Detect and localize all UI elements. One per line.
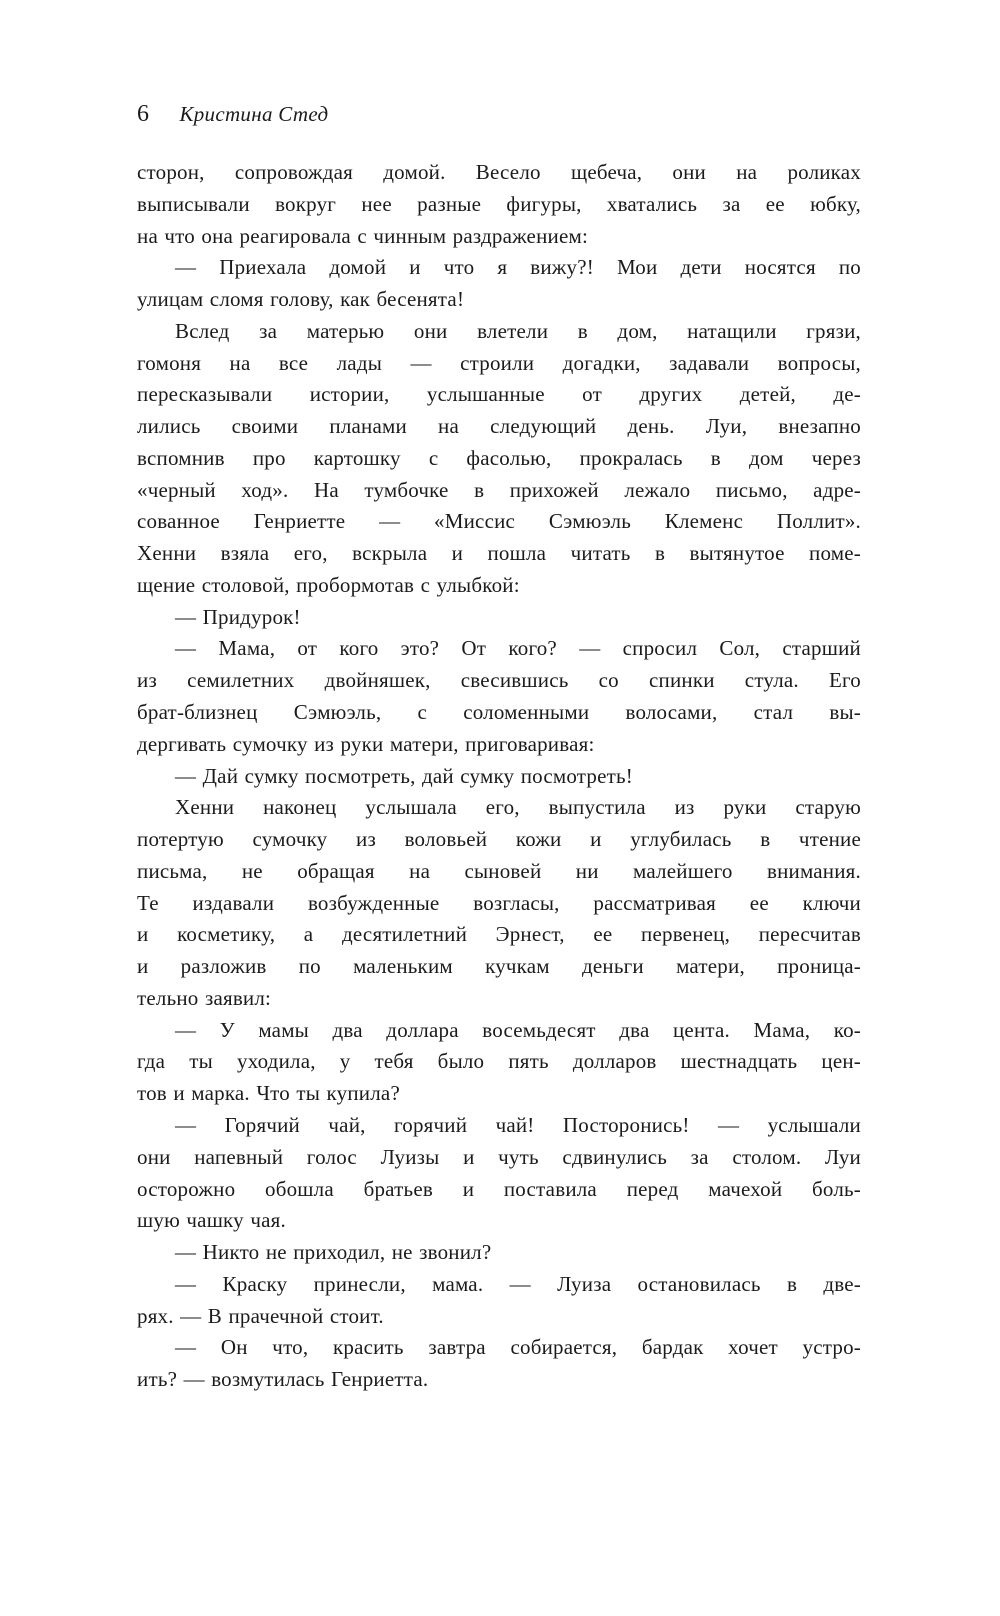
paragraph bbox=[137, 252, 861, 316]
text-line: — У мамы два доллара восемьдесят два цента. Мама, ко- bbox=[175, 1017, 861, 1042]
text-line: Вслед за матерью они влетели в дом, натащили грязи, bbox=[175, 318, 861, 343]
text-line: — Никто не приходил, не звонил? bbox=[175, 1240, 492, 1265]
text-line: рях. — В прачечной стоит. bbox=[137, 1303, 384, 1328]
running-header bbox=[137, 101, 861, 128]
text-line: брат-близнец Сэмюэль, с соломенными волосами, стал вы- bbox=[137, 700, 861, 725]
text-line: — Приехала домой и что я вижу?! Мои дети носятся по bbox=[175, 255, 861, 280]
text-line: тов и марка. Что ты купила? bbox=[137, 1081, 400, 1106]
paragraph bbox=[137, 1269, 861, 1333]
text-line: гда ты уходила, у тебя было пять долларов шестнадцать цен- bbox=[137, 1049, 861, 1074]
body-text bbox=[137, 157, 861, 1396]
paragraph bbox=[137, 1015, 861, 1110]
text-line: гомоня на все лады — строили догадки, задавали вопросы, bbox=[137, 350, 861, 375]
text-line: — Придурок! bbox=[175, 604, 301, 629]
text-line: и разложив по маленьким кучкам деньги матери, проница- bbox=[137, 954, 861, 979]
text-line: вспомнив про картошку с фасолью, прокралась в дом через bbox=[137, 445, 861, 470]
text-line: потертую сумочку из воловьей кожи и углубилась в чтение bbox=[137, 827, 861, 852]
text-line: щение столовой, пробормотав с улыбкой: bbox=[137, 572, 520, 597]
text-line: Хенни наконец услышала его, выпустила из руки старую bbox=[175, 795, 861, 820]
text-line: Те издавали возбужденные возгласы, рассматривая ее ключи bbox=[137, 890, 861, 915]
text-line: на что она реагировала с чинным раздражением: bbox=[137, 223, 588, 248]
text-line: «черный ход». На тумбочке в прихожей лежало письмо, адре- bbox=[137, 477, 861, 502]
text-line: — Он что, красить завтра собирается, бардак хочет устро- bbox=[175, 1335, 861, 1360]
text-line: шую чашку чая. bbox=[137, 1208, 286, 1233]
text-line: ить? — возмутилась Генриетта. bbox=[137, 1367, 429, 1392]
text-line: осторожно обошла братьев и поставила перед мачехой боль- bbox=[137, 1176, 861, 1201]
paragraph bbox=[137, 633, 861, 760]
text-line: сованное Генриетте — «Миссис Сэмюэль Клеменс Поллит». bbox=[137, 509, 861, 534]
text-line: из семилетних двойняшек, свесившись со спинки стула. Его bbox=[137, 668, 861, 693]
paragraph bbox=[137, 1237, 861, 1269]
text-line: пересказывали истории, услышанные от других детей, де- bbox=[137, 382, 861, 407]
text-line: Хенни взяла его, вскрыла и пошла читать в вытянутое поме- bbox=[137, 541, 861, 566]
text-line: и косметику, а десятилетний Эрнест, ее первенец, пересчитав bbox=[137, 922, 861, 947]
page-number: 6 bbox=[137, 101, 150, 127]
running-title: Кристина Стед bbox=[179, 102, 329, 126]
paragraph bbox=[137, 157, 861, 252]
text-line: лились своими планами на следующий день. Луи, внезапно bbox=[137, 414, 861, 439]
text-line: — Мама, от кого это? От кого? — спросил Сол, старший bbox=[175, 636, 861, 661]
text-line: выписывали вокруг нее разные фигуры, хватались за ее юбку, bbox=[137, 191, 861, 216]
text-line: они напевный голос Луизы и чуть сдвинулись за столом. Луи bbox=[137, 1144, 861, 1169]
text-line: сторон, сопровождая домой. Весело щебеча, они на роликах bbox=[137, 160, 861, 184]
text-line: дергивать сумочку из руки матери, приговаривая: bbox=[137, 731, 595, 756]
paragraph bbox=[137, 602, 861, 634]
paragraph bbox=[137, 1332, 861, 1396]
paragraph bbox=[137, 1110, 861, 1237]
text-line: — Дай сумку посмотреть, дай сумку посмотреть! bbox=[175, 763, 633, 788]
text-line: тельно заявил: bbox=[137, 985, 272, 1010]
text-line: — Краску принесли, мама. — Луиза остановилась в две- bbox=[175, 1271, 861, 1296]
text-line: улицам сломя голову, как бесенята! bbox=[137, 287, 465, 312]
text-line: письма, не обращая на сыновей ни малейшего внимания. bbox=[137, 858, 861, 883]
paragraph bbox=[137, 761, 861, 793]
paragraph bbox=[137, 792, 861, 1014]
paragraph bbox=[137, 316, 861, 602]
text-line: — Горячий чай, горячий чай! Посторонись! — услышали bbox=[175, 1112, 861, 1137]
